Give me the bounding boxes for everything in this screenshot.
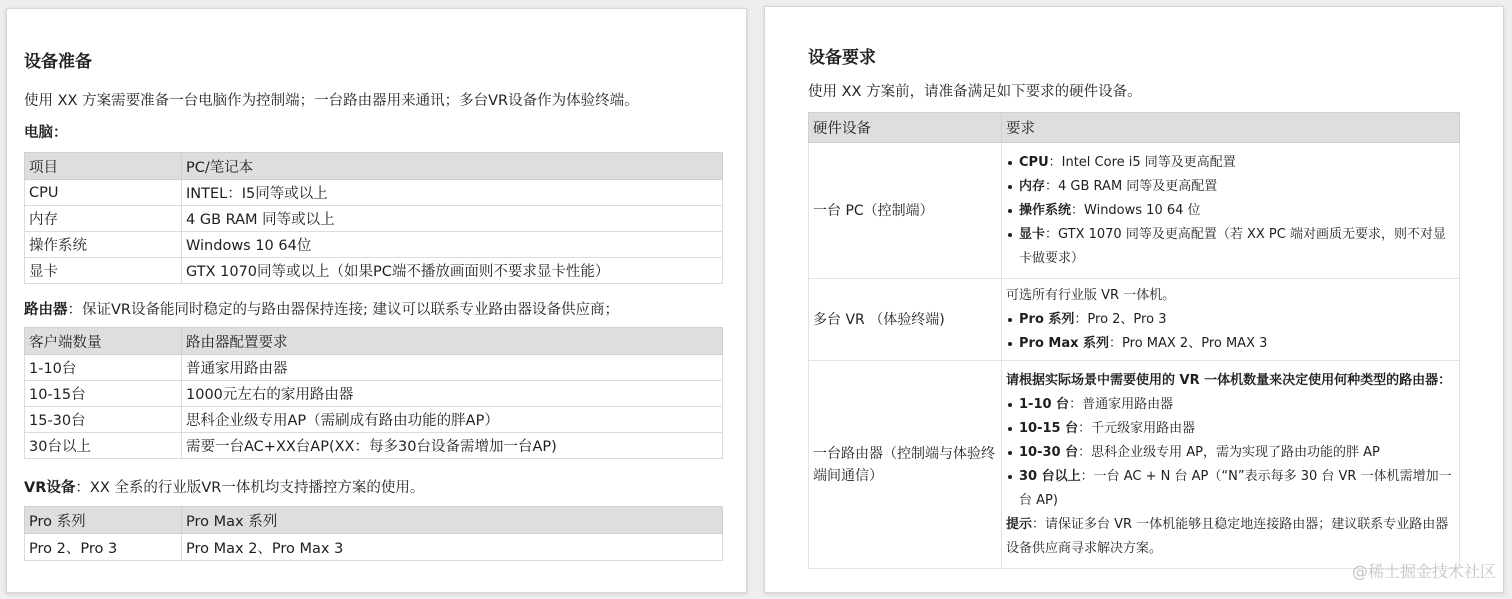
table-cell: 15-30台 [25, 407, 182, 433]
table-header-cell: Pro 系列 [25, 507, 182, 534]
table-cell: CPU [25, 180, 182, 206]
table-header-cell: 客户端数量 [25, 328, 182, 355]
table-row [809, 143, 1460, 279]
computer-table [24, 152, 723, 284]
table-header-row [25, 507, 723, 534]
list-item: 10-15 台：千元级家用路由器 [1006, 417, 1455, 441]
table-header-row [25, 153, 723, 180]
table-cell: Pro 2、Pro 3 [25, 534, 182, 561]
table-cell: 10-15台 [25, 381, 182, 407]
table-header-cell: 路由器配置要求 [182, 328, 723, 355]
table-cell: 1-10台 [25, 355, 182, 381]
table-cell: 需要一台AC+XX台AP(XX：每多30台设备需增加一台AP) [182, 433, 723, 459]
table-row [25, 433, 723, 459]
list-item: 操作系统：Windows 10 64 位 [1006, 199, 1455, 223]
router-text: ：保证VR设备能同时稳定的与路由器保持连接; 建议可以联系专业路由器设备供应商； [67, 302, 619, 318]
computer-label: 电脑： [24, 125, 68, 141]
table-row [809, 279, 1460, 361]
table-cell: GTX 1070同等或以上（如果PC端不播放画面则不要求显卡性能） [182, 258, 723, 284]
list-item: 内存：4 GB RAM 同等及更高配置 [1006, 175, 1455, 199]
table-cell: 30台以上 [25, 433, 182, 459]
vr-paragraph [24, 476, 424, 497]
right-heading: 设备要求 [808, 48, 876, 68]
table-cell: Pro Max 2、Pro Max 3 [182, 534, 723, 561]
table-row [25, 407, 723, 433]
table-row [25, 232, 723, 258]
table-cell: Windows 10 64位 [182, 232, 723, 258]
table-cell: 内存 [25, 206, 182, 232]
table-row [25, 381, 723, 407]
table-cell: 普通家用路由器 [182, 355, 723, 381]
table-cell: 1000元左右的家用路由器 [182, 381, 723, 407]
table-cell [1002, 279, 1460, 361]
table-row [809, 361, 1460, 569]
table-cell: 显卡 [25, 258, 182, 284]
table-cell [1002, 143, 1460, 279]
table-cell: 一台路由器（控制端与体验终端间通信） [809, 361, 1002, 569]
list-item: 10-30 台：思科企业级专用 AP，需为实现了路由功能的胖 AP [1006, 441, 1455, 465]
table-cell: 操作系统 [25, 232, 182, 258]
vr-requirements-list [1006, 308, 1455, 356]
table-row [25, 355, 723, 381]
hardware-table [808, 112, 1460, 569]
list-item: Pro 系列：Pro 2、Pro 3 [1006, 308, 1455, 332]
vr-label: VR设备 [24, 480, 76, 496]
router-table [24, 327, 723, 459]
router-label: 路由器 [24, 302, 68, 318]
list-item: 显卡：GTX 1070 同等及更高配置（若 XX PC 端对画质无要求，则不对显卡做要求） [1006, 223, 1455, 271]
table-row [25, 258, 723, 284]
list-item: Pro Max 系列：Pro MAX 2、Pro MAX 3 [1006, 332, 1455, 356]
device-requirements-panel [764, 6, 1504, 593]
list-item: CPU：Intel Core i5 同等及更高配置 [1006, 151, 1455, 175]
vr-text: ：XX 全系的行业版VR一体机均支持播控方案的使用。 [75, 480, 425, 496]
watermark: @稀土掘金技术社区 [1351, 562, 1496, 581]
table-header-cell: 要求 [1002, 113, 1460, 143]
table-header-cell: 硬件设备 [809, 113, 1002, 143]
left-heading: 设备准备 [24, 52, 92, 72]
table-cell: 思科企业级专用AP（需刷成有路由功能的胖AP） [182, 407, 723, 433]
table-header-cell: PC/笔记本 [182, 153, 723, 180]
router-paragraph [24, 298, 619, 319]
router-tip: 提示：请保证多台 VR 一体机能够且稳定地连接路由器；建议联系专业路由器设备供应商寻求解决方案。 [1006, 516, 1449, 556]
vr-table [24, 506, 723, 561]
left-intro: 使用 XX 方案需要准备一台电脑作为控制端；一台路由器用来通讯；多台VR设备作为体验终端。 [24, 93, 639, 109]
table-header-cell: Pro Max 系列 [182, 507, 723, 534]
table-cell: 多台 VR （体验终端) [809, 279, 1002, 361]
list-item: 30 台以上：一台 AC + N 台 AP（“N”表示每多 30 台 VR 一体机需增加一台 AP) [1006, 465, 1455, 513]
table-cell: INTEL：I5同等或以上 [182, 180, 723, 206]
table-header-row [25, 328, 723, 355]
table-row [25, 534, 723, 561]
right-intro: 使用 XX 方案前，请准备满足如下要求的硬件设备。 [808, 84, 1142, 100]
table-cell [1002, 361, 1460, 569]
router-intro: 请根据实际场景中需要使用的 VR 一体机数量来决定使用何种类型的路由器： [1006, 372, 1452, 388]
table-row [25, 206, 723, 232]
table-header-row [809, 113, 1460, 143]
device-preparation-panel [6, 8, 747, 593]
router-requirements-list [1006, 393, 1455, 513]
table-cell: 4 GB RAM 同等或以上 [182, 206, 723, 232]
pc-requirements-list [1006, 151, 1455, 271]
table-header-cell: 项目 [25, 153, 182, 180]
vr-intro: 可选所有行业版 VR 一体机。 [1006, 287, 1176, 303]
list-item: 1-10 台：普通家用路由器 [1006, 393, 1455, 417]
table-cell: 一台 PC（控制端） [809, 143, 1002, 279]
table-row [25, 180, 723, 206]
